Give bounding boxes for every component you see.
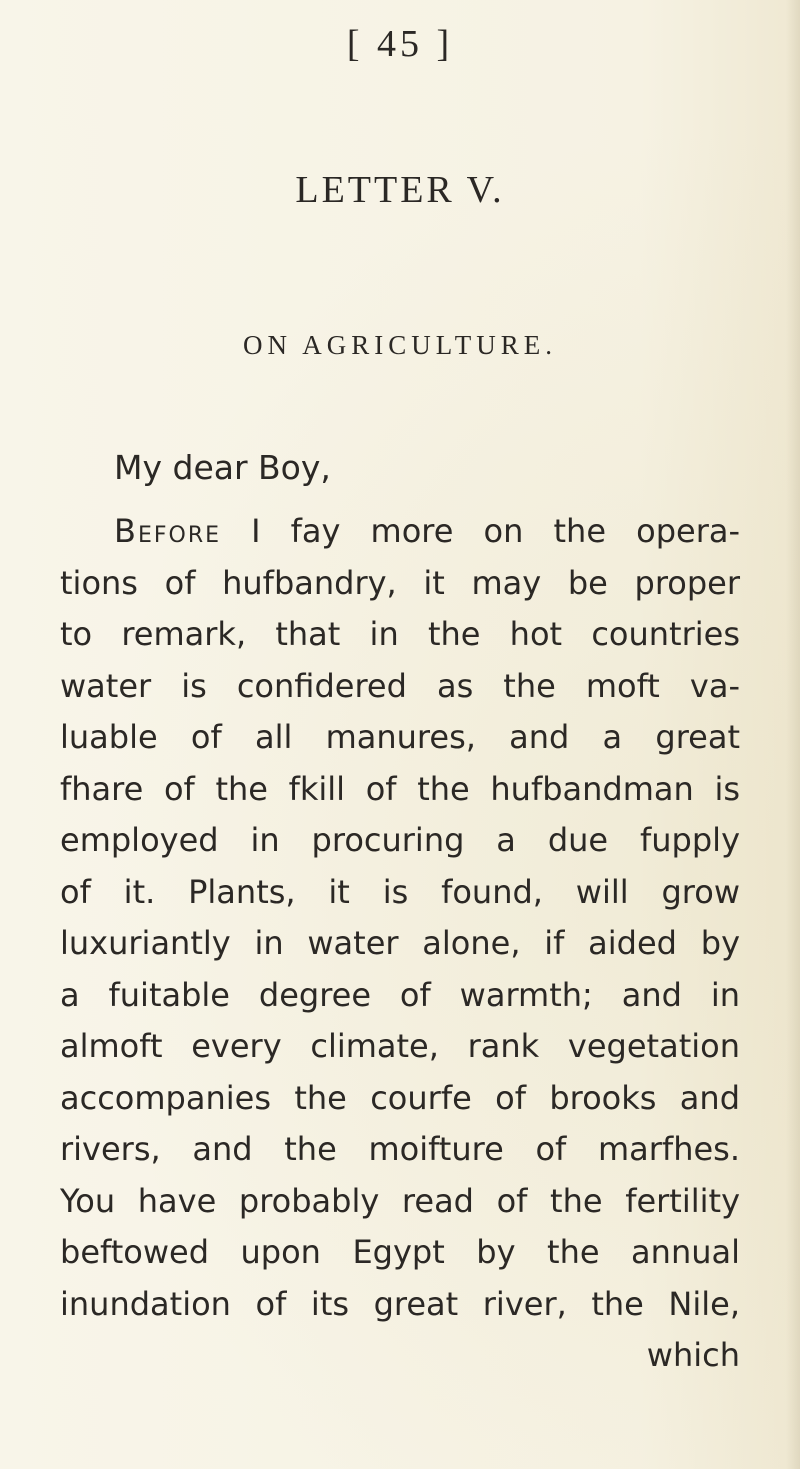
salutation: My dear Boy, (114, 448, 331, 487)
drop-word: Before (114, 512, 222, 550)
body-line: of it. Plants, it is found, will grow (60, 872, 740, 911)
body-line: to remark, that in the hot countries (60, 615, 740, 653)
body-line: a fuitable degree of warmth; and in (60, 975, 740, 1014)
page-edge-shadow (786, 0, 800, 1469)
body-line: luable of all manures, and a great (60, 718, 740, 756)
body-line: water is confidered as the moft va- (60, 666, 740, 705)
body-paragraph (60, 506, 740, 1382)
page-number: [ 45 ] (346, 23, 454, 65)
body-line: fhare of the fkill of the hufbandman is (60, 769, 740, 808)
body-line: employed in procuring a due fupply (60, 821, 740, 859)
body-line (60, 506, 740, 558)
body-line: inundation of its great river, the Nile, (60, 1284, 740, 1323)
body-line-text: I fay more on the opera- (221, 512, 740, 550)
body-line: luxuriantly in water alone, if aided by (60, 924, 740, 962)
body-line: accompanies the courfe of brooks and (60, 1078, 740, 1117)
body-line: rivers, and the moifture of marfhes. (60, 1130, 740, 1168)
letter-subject: ON AGRICULTURE. (242, 330, 558, 360)
letter-title: LETTER V. (295, 169, 505, 211)
body-line: beftowed upon Egypt by the annual (60, 1233, 740, 1271)
catchword: which (646, 1336, 740, 1374)
body-line: almoft every climate, rank vegetation (60, 1027, 740, 1065)
body-line: tions of hufbandry, it may be proper (60, 563, 740, 602)
body-line: You have probably read of the fertility (60, 1181, 740, 1220)
